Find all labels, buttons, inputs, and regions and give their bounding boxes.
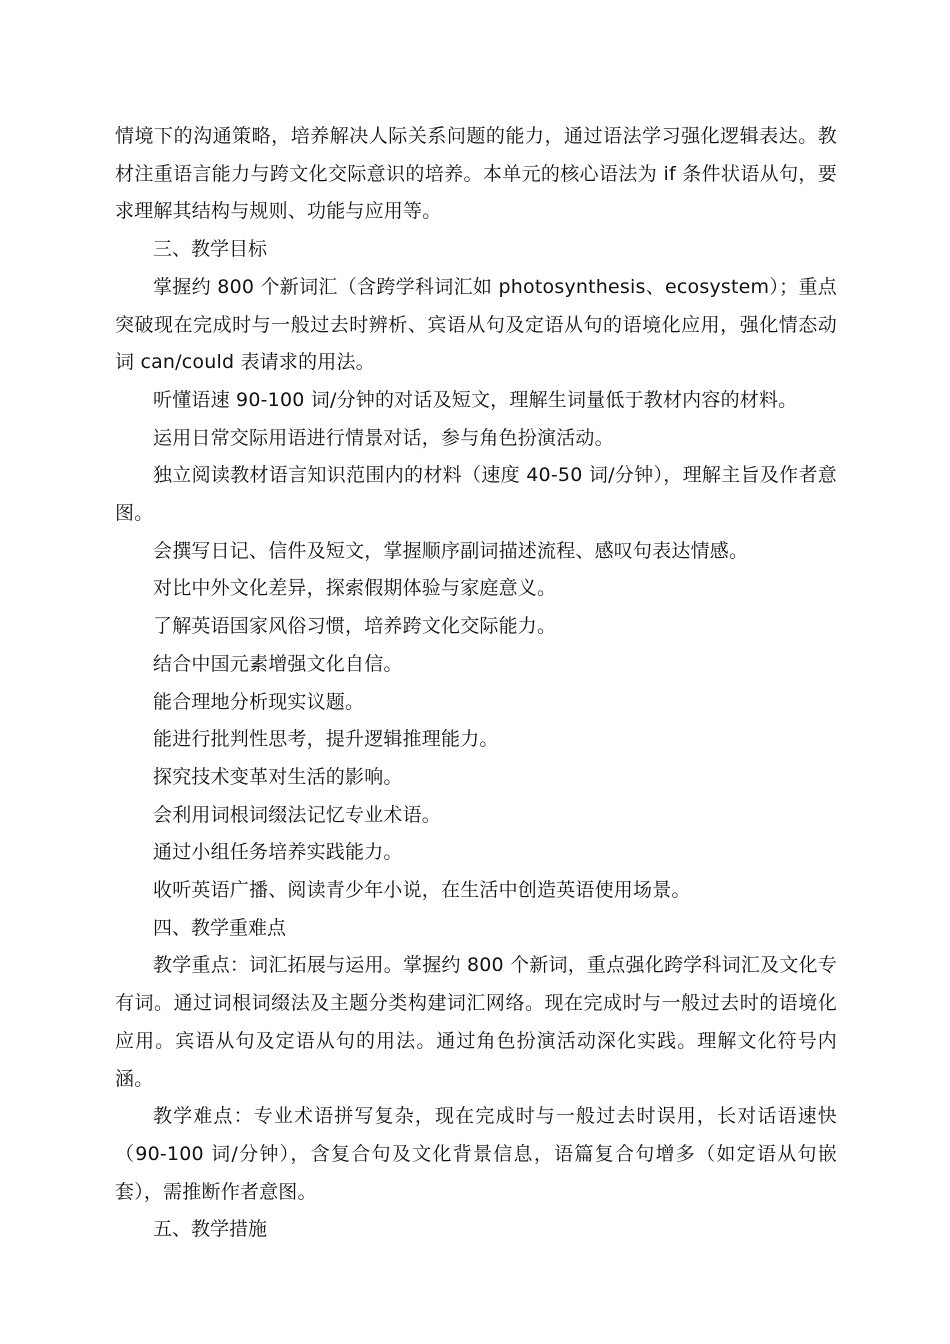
difficult-points-paragraph: 教学难点：专业术语拼写复杂，现在完成时与一般过去时误用，长对话语速快（90-100 词/分钟），含复合句及文化背景信息，语篇复合句增多（如定语从句嵌套），需推断作者意图。 bbox=[115, 1105, 837, 1203]
objective-item: 对比中外文化差异，探索假期体验与家庭意义。 bbox=[153, 577, 557, 600]
objective-item: 掌握约 800 个新词汇（含跨学科词汇如 photosynthesis、ecosystem）；重点突破现在完成时与一般过去时辨析、宾语从句及定语从句的语境化应用，强化情态动词 can/could 表请求的用法。 bbox=[115, 275, 837, 374]
objective-item: 收听英语广播、阅读青少年小说，在生活中创造英语使用场景。 bbox=[153, 879, 691, 902]
section-heading-objectives: 三、教学目标 bbox=[153, 238, 268, 261]
section-heading-measures: 五、教学措施 bbox=[153, 1218, 268, 1241]
objective-item: 会利用词根词缀法记忆专业术语。 bbox=[153, 803, 442, 826]
intro-paragraph: 情境下的沟通策略，培养解决人际关系问题的能力，通过语法学习强化逻辑表达。教材注重语言能力与跨文化交际意识的培养。本单元的核心语法为 if 条件状语从句，要求理解其结构与规则、功能与应用等。 bbox=[115, 125, 837, 223]
objective-item: 独立阅读教材语言知识范围内的材料（速度 40-50 词/分钟），理解主旨及作者意图。 bbox=[115, 464, 837, 525]
document-page bbox=[115, 118, 837, 1249]
objective-item: 运用日常交际用语进行情景对话，参与角色扮演活动。 bbox=[153, 426, 614, 449]
objective-item: 探究技术变革对生活的影响。 bbox=[153, 765, 403, 788]
key-points-paragraph: 教学重点：词汇拓展与运用。掌握约 800 个新词，重点强化跨学科词汇及文化专有词。通过词根词缀法及主题分类构建词汇网络。现在完成时与一般过去时的语境化应用。宾语从句及定语从句的用法。通过角色扮演活动深化实践。理解文化符号内涵。 bbox=[115, 954, 837, 1090]
objective-item: 了解英语国家风俗习惯，培养跨文化交际能力。 bbox=[153, 615, 557, 638]
objective-item: 能合理地分析现实议题。 bbox=[153, 690, 365, 713]
objective-item: 结合中国元素增强文化自信。 bbox=[153, 652, 403, 675]
objective-item: 通过小组任务培养实践能力。 bbox=[153, 841, 403, 864]
section-heading-key-difficult: 四、教学重难点 bbox=[153, 916, 287, 939]
objective-item: 会撰写日记、信件及短文，掌握顺序副词描述流程、感叹句表达情感。 bbox=[153, 539, 749, 562]
objective-item: 听懂语速 90-100 词/分钟的对话及短文，理解生词量低于教材内容的材料。 bbox=[153, 388, 798, 411]
objective-item: 能进行批判性思考，提升逻辑推理能力。 bbox=[153, 728, 499, 751]
